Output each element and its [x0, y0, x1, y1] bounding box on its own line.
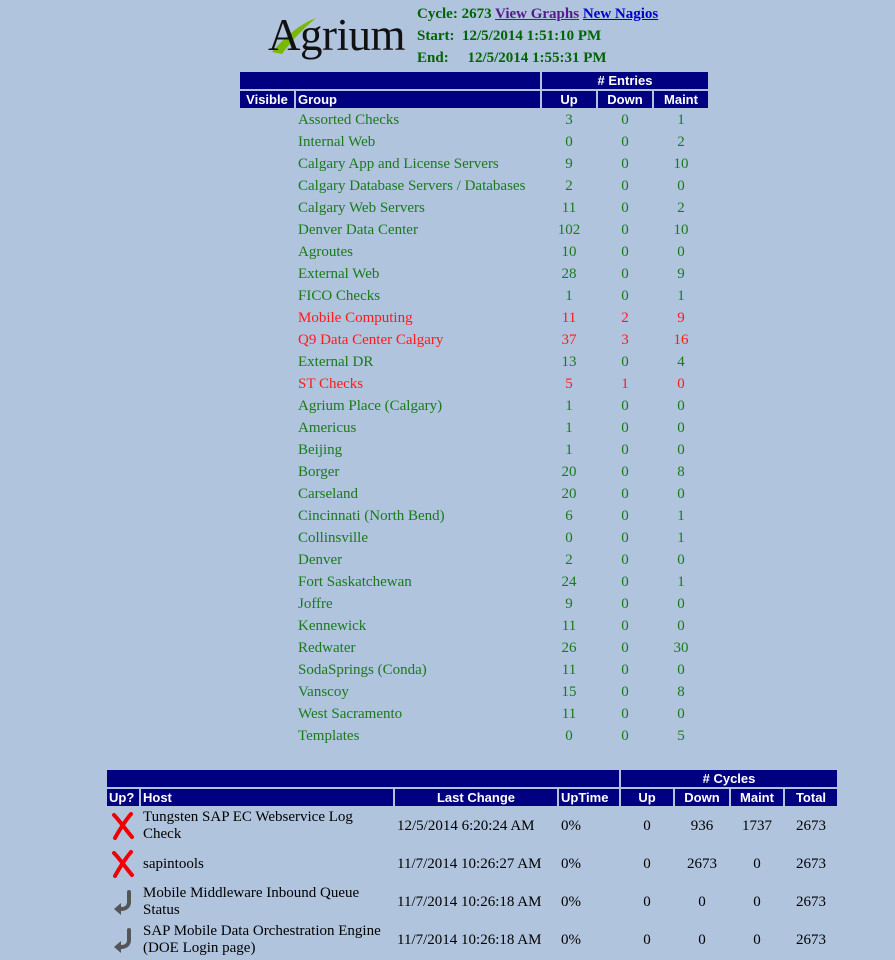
group-name: Q9 Data Center Calgary [298, 332, 444, 348]
group-up: 11 [561, 618, 577, 634]
group-name: External DR [298, 354, 374, 370]
group-row [240, 132, 708, 152]
group-name: Americus [298, 420, 357, 436]
group-visible-cell [240, 616, 294, 636]
host-cycles-up: 0 [643, 855, 651, 872]
group-down: 0 [621, 354, 629, 370]
host-name: Mobile Middleware Inbound Queue Status [143, 885, 360, 918]
col-cycles-total: Total [785, 789, 837, 806]
groups-table [238, 70, 710, 748]
group-maint: 10 [673, 222, 689, 238]
host-last-change: 11/7/2014 10:26:27 AM [397, 855, 542, 872]
group-name: Calgary Web Servers [298, 200, 425, 216]
group-up: 5 [565, 376, 573, 392]
group-down: 0 [621, 618, 629, 634]
group-maint: 5 [677, 728, 685, 744]
group-row [240, 660, 708, 680]
host-cycles-maint: 0 [753, 893, 761, 910]
col-down: Down [598, 91, 652, 108]
group-up: 24 [561, 574, 577, 590]
group-down: 0 [621, 706, 629, 722]
group-maint: 9 [677, 310, 685, 326]
col-uptime: UpTime [559, 789, 619, 806]
start-label: Start: [417, 28, 455, 44]
group-maint: 0 [677, 552, 685, 568]
group-visible-cell [240, 110, 294, 130]
group-maint: 0 [677, 420, 685, 436]
group-maint: 8 [677, 684, 685, 700]
group-down: 0 [621, 134, 629, 150]
group-row [240, 198, 708, 218]
col-up: Up [542, 91, 596, 108]
col-cycles-down: Down [675, 789, 729, 806]
red-x-icon [109, 812, 137, 840]
group-maint: 2 [677, 200, 685, 216]
agrium-logo [264, 6, 414, 66]
col-maint: Maint [654, 91, 708, 108]
group-up: 0 [565, 530, 573, 546]
group-up: 1 [565, 398, 573, 414]
group-up: 20 [561, 486, 577, 502]
group-up: 2 [565, 552, 573, 568]
group-visible-cell [240, 198, 294, 218]
end-value: 12/5/2014 1:55:31 PM [467, 50, 607, 66]
group-up: 15 [561, 684, 577, 700]
group-down: 0 [621, 640, 629, 656]
group-down: 0 [621, 420, 629, 436]
group-row [240, 484, 708, 504]
new-nagios-link[interactable]: New Nagios [582, 6, 659, 22]
group-maint: 4 [677, 354, 685, 370]
group-row [240, 550, 708, 570]
group-up: 11 [561, 200, 577, 216]
group-up: 28 [561, 266, 577, 282]
host-cycles-total: 2673 [796, 931, 826, 948]
group-name: Kennewick [298, 618, 367, 634]
host-cycles-maint: 0 [753, 931, 761, 948]
group-visible-cell [240, 572, 294, 592]
group-visible-cell [240, 286, 294, 306]
group-maint: 0 [677, 398, 685, 414]
host-last-change: 12/5/2014 6:20:24 AM [397, 817, 535, 834]
host-uptime: 0% [561, 931, 581, 948]
group-up: 9 [565, 156, 573, 172]
host-uptime: 0% [561, 893, 581, 910]
group-visible-cell [240, 176, 294, 196]
group-row [240, 638, 708, 658]
group-name: Beijing [298, 442, 343, 458]
group-name: Denver Data Center [298, 222, 418, 238]
cycle-value: 2673 [461, 6, 492, 22]
group-name: Calgary App and License Servers [298, 156, 499, 172]
col-last-change: Last Change [395, 789, 557, 806]
host-cycles-up: 0 [643, 817, 651, 834]
group-down: 0 [621, 200, 629, 216]
group-row [240, 594, 708, 614]
group-up: 0 [565, 728, 573, 744]
col-cycles-maint: Maint [731, 789, 783, 806]
group-row [240, 528, 708, 548]
group-down: 0 [621, 112, 629, 128]
group-down: 0 [621, 728, 629, 744]
hosts-table [105, 768, 839, 960]
group-name: West Sacramento [298, 706, 403, 722]
host-cycles-down: 2673 [687, 855, 717, 872]
group-up: 11 [561, 662, 577, 678]
group-row [240, 286, 708, 306]
group-maint: 30 [673, 640, 689, 656]
host-row [107, 846, 837, 882]
host-name: Tungsten SAP EC Webservice Log Check [143, 809, 353, 842]
group-name: Agroutes [298, 244, 353, 260]
group-maint: 0 [677, 442, 685, 458]
group-up: 13 [561, 354, 577, 370]
group-up: 6 [565, 508, 573, 524]
host-uptime: 0% [561, 855, 581, 872]
group-down: 0 [621, 596, 629, 612]
group-down: 0 [621, 486, 629, 502]
group-down: 0 [621, 530, 629, 546]
start-value: 12/5/2014 1:51:10 PM [462, 28, 602, 44]
group-name: Cincinnati (North Bend) [298, 508, 445, 524]
page-header [264, 4, 724, 68]
group-up: 1 [565, 420, 573, 436]
group-down: 0 [621, 442, 629, 458]
group-up: 3 [565, 112, 573, 128]
col-visible: Visible [240, 91, 294, 108]
group-visible-cell [240, 440, 294, 460]
group-name: Carseland [298, 486, 358, 502]
host-last-change: 11/7/2014 10:26:18 AM [397, 893, 542, 910]
group-up: 37 [561, 332, 577, 348]
group-down: 0 [621, 156, 629, 172]
group-maint: 0 [677, 662, 685, 678]
group-name: Templates [298, 728, 360, 744]
group-down: 0 [621, 244, 629, 260]
host-cycles-up: 0 [643, 931, 651, 948]
group-row [240, 440, 708, 460]
group-visible-cell [240, 484, 294, 504]
group-row [240, 308, 708, 328]
host-row [107, 808, 837, 844]
view-graphs-link[interactable]: View Graphs [495, 6, 580, 22]
group-maint: 9 [677, 266, 685, 282]
group-up: 26 [561, 640, 577, 656]
group-row [240, 572, 708, 592]
host-cycles-maint: 1737 [742, 817, 772, 834]
return-arrow-icon [109, 926, 137, 954]
group-maint: 0 [677, 244, 685, 260]
red-x-icon [109, 850, 137, 878]
host-cycles-maint: 0 [753, 855, 761, 872]
group-row [240, 726, 708, 746]
group-visible-cell [240, 462, 294, 482]
group-maint: 0 [677, 618, 685, 634]
group-name: FICO Checks [298, 288, 381, 304]
group-down: 0 [621, 684, 629, 700]
group-up: 9 [565, 596, 573, 612]
host-name: sapintools [143, 855, 204, 872]
group-visible-cell [240, 660, 294, 680]
group-down: 0 [621, 662, 629, 678]
group-name: Vanscoy [298, 684, 349, 700]
hosts-header-blank [107, 770, 619, 787]
group-up: 1 [565, 288, 573, 304]
group-name: Agrium Place (Calgary) [298, 398, 443, 414]
group-down: 0 [621, 222, 629, 238]
group-name: Calgary Database Servers / Databases [298, 178, 526, 194]
host-row [107, 884, 837, 920]
group-down: 0 [621, 552, 629, 568]
host-status-cell [107, 846, 139, 882]
col-cycles-up: Up [621, 789, 673, 806]
group-name: SodaSprings (Conda) [298, 662, 427, 678]
group-down: 3 [621, 332, 629, 348]
group-visible-cell [240, 550, 294, 570]
group-down: 0 [621, 266, 629, 282]
group-visible-cell [240, 594, 294, 614]
group-maint: 0 [677, 376, 685, 392]
group-maint: 0 [677, 596, 685, 612]
group-row [240, 616, 708, 636]
end-label: End: [417, 50, 449, 66]
logo-text: Agrium [268, 10, 405, 60]
host-status-cell [107, 922, 139, 958]
group-visible-cell [240, 506, 294, 526]
group-up: 0 [565, 134, 573, 150]
group-maint: 0 [677, 706, 685, 722]
host-cycles-total: 2673 [796, 855, 826, 872]
group-down: 0 [621, 288, 629, 304]
group-row [240, 242, 708, 262]
group-name: Assorted Checks [298, 112, 400, 128]
host-cycles-total: 2673 [796, 817, 826, 834]
group-row [240, 462, 708, 482]
col-group: Group [296, 91, 540, 108]
group-visible-cell [240, 396, 294, 416]
entries-header: # Entries [542, 72, 708, 89]
group-maint: 1 [677, 530, 685, 546]
group-visible-cell [240, 132, 294, 152]
group-row [240, 110, 708, 130]
group-visible-cell [240, 330, 294, 350]
group-up: 10 [561, 244, 577, 260]
group-maint: 1 [677, 288, 685, 304]
col-host: Host [141, 789, 393, 806]
host-cycles-up: 0 [643, 893, 651, 910]
group-row [240, 176, 708, 196]
group-name: Collinsville [298, 530, 369, 546]
group-up: 20 [561, 464, 577, 480]
host-cycles-down: 936 [690, 817, 714, 834]
group-row [240, 220, 708, 240]
group-down: 0 [621, 574, 629, 590]
cycle-label: Cycle: [417, 6, 458, 22]
groups-header-blank [240, 72, 540, 89]
group-row [240, 506, 708, 526]
group-visible-cell [240, 352, 294, 372]
group-name: Redwater [298, 640, 356, 656]
host-last-change: 11/7/2014 10:26:18 AM [397, 931, 542, 948]
group-visible-cell [240, 638, 294, 658]
host-cycles-down: 0 [698, 931, 706, 948]
cycles-header: # Cycles [621, 770, 837, 787]
group-name: Internal Web [298, 134, 376, 150]
group-name: Borger [298, 464, 340, 480]
group-visible-cell [240, 308, 294, 328]
group-visible-cell [240, 528, 294, 548]
group-visible-cell [240, 726, 294, 746]
host-cycles-total: 2673 [796, 893, 826, 910]
group-name: Denver [298, 552, 343, 568]
group-row [240, 418, 708, 438]
host-name: SAP Mobile Data Orchestration Engine (DOE Login page) [143, 923, 381, 956]
group-name: External Web [298, 266, 380, 282]
group-row [240, 396, 708, 416]
group-visible-cell [240, 374, 294, 394]
group-up: 11 [561, 310, 577, 326]
group-name: Fort Saskatchewan [298, 574, 412, 590]
group-maint: 8 [677, 464, 685, 480]
group-row [240, 154, 708, 174]
group-visible-cell [240, 242, 294, 262]
host-status-cell [107, 884, 139, 920]
group-down: 0 [621, 508, 629, 524]
group-row [240, 264, 708, 284]
group-down: 0 [621, 464, 629, 480]
group-visible-cell [240, 264, 294, 284]
group-visible-cell [240, 220, 294, 240]
group-row [240, 682, 708, 702]
group-maint: 1 [677, 112, 685, 128]
group-visible-cell [240, 704, 294, 724]
group-visible-cell [240, 682, 294, 702]
group-name: Mobile Computing [298, 310, 413, 326]
group-name: ST Checks [298, 376, 364, 392]
host-cycles-down: 0 [698, 893, 706, 910]
group-maint: 10 [673, 156, 689, 172]
group-maint: 0 [677, 486, 685, 502]
group-row [240, 374, 708, 394]
group-maint: 1 [677, 574, 685, 590]
group-up: 1 [565, 442, 573, 458]
group-down: 2 [621, 310, 629, 326]
group-row [240, 330, 708, 350]
host-status-cell [107, 808, 139, 844]
group-maint: 0 [677, 178, 685, 194]
group-row [240, 352, 708, 372]
host-row [107, 922, 837, 958]
group-up: 11 [561, 706, 577, 722]
group-up: 2 [565, 178, 573, 194]
group-visible-cell [240, 418, 294, 438]
group-down: 0 [621, 398, 629, 414]
group-visible-cell [240, 154, 294, 174]
group-name: Joffre [298, 596, 333, 612]
group-maint: 1 [677, 508, 685, 524]
group-maint: 2 [677, 134, 685, 150]
group-down: 1 [621, 376, 629, 392]
group-maint: 16 [673, 332, 689, 348]
return-arrow-icon [109, 888, 137, 916]
host-uptime: 0% [561, 817, 581, 834]
group-up: 102 [557, 222, 581, 238]
col-upq: Up? [107, 789, 139, 806]
group-row [240, 704, 708, 724]
group-down: 0 [621, 178, 629, 194]
